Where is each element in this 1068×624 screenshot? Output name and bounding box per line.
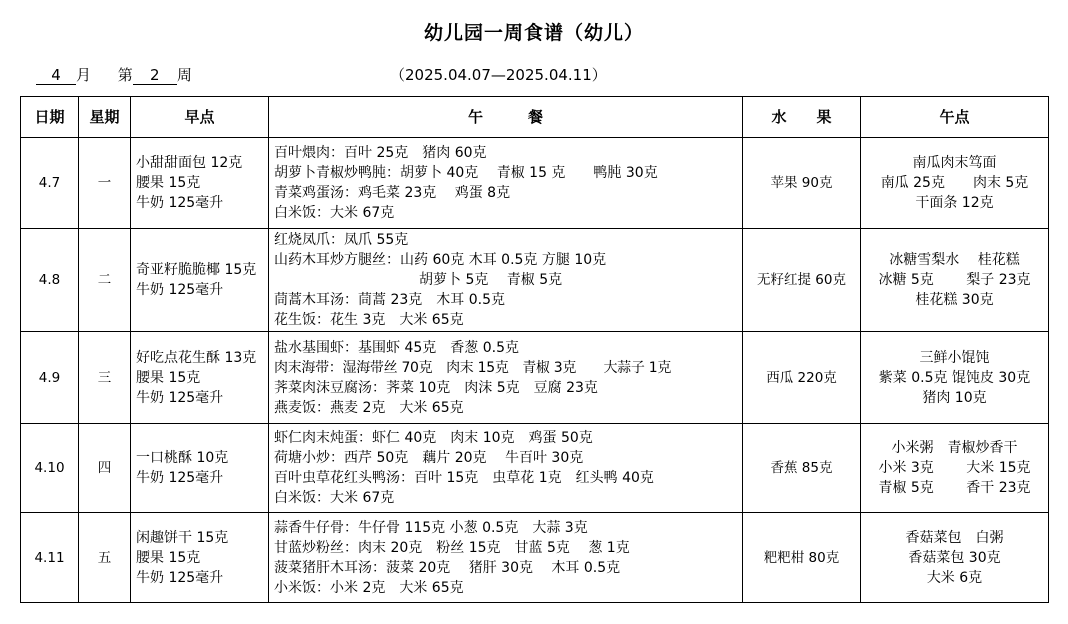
lunch-line: 胡萝卜青椒炒鸭肫：胡萝卜 40克 青椒 15 克 鸭肫 30克 <box>274 165 658 181</box>
lunch-line: 胡萝卜 5克 青椒 5克 <box>419 272 563 288</box>
weekday-cell: 二 <box>79 229 131 332</box>
snack-line: 香菇菜包 白粥 <box>905 529 1004 546</box>
snack-cell <box>861 332 1049 424</box>
lunch-line: 荷塘小炒：西芹 50克 藕片 20克 牛百叶 30克 <box>274 450 584 466</box>
date-cell: 4.11 <box>21 513 79 603</box>
header-lunch: 午 餐 <box>269 97 743 138</box>
month-value: 4 <box>36 66 76 85</box>
breakfast-line: 奇亚籽脆脆椰 15克 <box>136 262 257 278</box>
breakfast-line: 牛奶 125毫升 <box>136 470 224 486</box>
breakfast-line: 牛奶 125毫升 <box>136 569 224 586</box>
snack-line: 桂花糕 30克 <box>915 292 994 308</box>
lunch-line: 甘蓝炒粉丝：肉末 20克 粉丝 15克 甘蓝 5克 葱 1克 <box>274 539 630 556</box>
lunch-line: 虾仁肉末炖蛋：虾仁 40克 肉末 10克 鸡蛋 50克 <box>274 430 593 446</box>
lunch-line: 百叶虫草花红头鸭汤：百叶 15克 虫草花 1克 红头鸭 40克 <box>274 470 654 486</box>
snack-line: 南瓜 25克 肉末 5克 <box>880 175 1029 191</box>
lunch-line: 花生饭：花生 3克 大米 65克 <box>274 312 464 328</box>
fruit-cell: 西瓜 220克 <box>743 332 861 424</box>
lunch-line: 燕麦饭：燕麦 2克 大米 65克 <box>274 399 464 416</box>
snack-cell <box>861 229 1049 332</box>
breakfast-line: 牛奶 125毫升 <box>136 282 224 298</box>
month-label: 月 <box>76 66 92 84</box>
table-row <box>21 513 1049 603</box>
snack-line: 大米 6克 <box>926 569 983 586</box>
week-prefix: 第 <box>117 66 133 84</box>
lunch-line: 肉末海带：湿海带丝 70克 肉末 15克 青椒 3克 大蒜子 1克 <box>274 359 672 376</box>
breakfast-line: 腰果 15克 <box>136 549 201 566</box>
snack-line: 小米粥 青椒炒香干 <box>891 440 1018 456</box>
table-row <box>21 332 1049 424</box>
table-row <box>21 138 1049 229</box>
snack-line: 香菇菜包 30克 <box>908 549 1001 566</box>
header-date: 日期 <box>21 97 79 138</box>
weekday-cell: 一 <box>79 138 131 229</box>
snack-line: 南瓜肉末笃面 <box>912 155 997 171</box>
lunch-line: 荠菜肉沫豆腐汤：荠菜 10克 肉沫 5克 豆腐 23克 <box>274 379 598 396</box>
snack-line: 青椒 5克 香干 23克 <box>878 480 1031 496</box>
header-row <box>21 97 1049 138</box>
breakfast-line: 腰果 15克 <box>136 175 201 191</box>
page-title: 幼儿园一周食谱（幼儿） <box>423 22 644 44</box>
snack-line: 三鲜小馄饨 <box>919 349 990 366</box>
week-value: 2 <box>133 66 177 85</box>
lunch-cell <box>269 229 743 332</box>
fruit-cell: 粑粑柑 80克 <box>743 513 861 603</box>
weekday-cell: 五 <box>79 513 131 603</box>
menu-table <box>20 96 1049 603</box>
lunch-line: 盐水基围虾：基围虾 45克 香葱 0.5克 <box>274 339 519 356</box>
breakfast-line: 牛奶 125毫升 <box>136 195 224 211</box>
lunch-line: 红烧凤爪：凤爪 55克 <box>274 232 409 248</box>
table-row <box>21 229 1049 332</box>
header-fruit: 水 果 <box>743 97 861 138</box>
date-cell: 4.7 <box>21 138 79 229</box>
header-breakfast: 早点 <box>131 97 269 138</box>
snack-line: 猪肉 10克 <box>922 389 987 406</box>
breakfast-cell <box>131 138 269 229</box>
date-range: （2025.04.07—2025.04.11） <box>390 66 607 84</box>
breakfast-cell <box>131 229 269 332</box>
breakfast-cell <box>131 332 269 424</box>
snack-cell <box>861 513 1049 603</box>
week-label: 周 <box>176 66 192 84</box>
lunch-cell <box>269 138 743 229</box>
lunch-line: 白米饭：大米 67克 <box>274 205 395 221</box>
month-week-line <box>36 64 192 85</box>
snack-line: 冰糖雪梨水 桂花糕 <box>889 252 1020 268</box>
fruit-cell: 苹果 90克 <box>743 138 861 229</box>
lunch-line: 菠菜猪肝木耳汤：菠菜 20克 猪肝 30克 木耳 0.5克 <box>274 559 621 576</box>
breakfast-line: 小甜甜面包 12克 <box>136 155 243 171</box>
snack-line: 冰糖 5克 梨子 23克 <box>878 272 1031 288</box>
lunch-line: 百叶煨肉：百叶 25克 猪肉 60克 <box>274 145 487 161</box>
lunch-cell <box>269 424 743 513</box>
snack-cell <box>861 424 1049 513</box>
date-cell: 4.8 <box>21 229 79 332</box>
date-cell: 4.10 <box>21 424 79 513</box>
fruit-cell: 无籽红提 60克 <box>743 229 861 332</box>
snack-line: 紫菜 0.5克 馄饨皮 30克 <box>878 369 1031 386</box>
breakfast-line: 闲趣饼干 15克 <box>136 529 229 546</box>
table-row <box>21 424 1049 513</box>
lunch-line: 茼蒿木耳汤：茼蒿 23克 木耳 0.5克 <box>274 292 505 308</box>
weekday-cell: 四 <box>79 424 131 513</box>
breakfast-line: 好吃点花生酥 13克 <box>136 349 257 366</box>
fruit-cell: 香蕉 85克 <box>743 424 861 513</box>
lunch-line: 白米饭：大米 67克 <box>274 490 395 506</box>
snack-cell <box>861 138 1049 229</box>
lunch-line: 蒜香牛仔骨：牛仔骨 115克 小葱 0.5克 大蒜 3克 <box>274 519 588 536</box>
breakfast-cell <box>131 513 269 603</box>
snack-line: 小米 3克 大米 15克 <box>878 460 1031 476</box>
lunch-line: 山药木耳炒方腿丝：山药 60克 木耳 0.5克 方腿 10克 <box>274 252 607 268</box>
lunch-line: 青菜鸡蛋汤：鸡毛菜 23克 鸡蛋 8克 <box>274 185 511 201</box>
header-snack: 午点 <box>861 97 1049 138</box>
breakfast-line: 腰果 15克 <box>136 369 201 386</box>
lunch-cell <box>269 513 743 603</box>
breakfast-line: 一口桃酥 10克 <box>136 450 229 466</box>
snack-line: 干面条 12克 <box>915 195 994 211</box>
lunch-line: 小米饭：小米 2克 大米 65克 <box>274 579 464 596</box>
weekday-cell: 三 <box>79 332 131 424</box>
header-weekday: 星期 <box>79 97 131 138</box>
lunch-cell <box>269 332 743 424</box>
breakfast-cell <box>131 424 269 513</box>
date-cell: 4.9 <box>21 332 79 424</box>
breakfast-line: 牛奶 125毫升 <box>136 389 224 406</box>
